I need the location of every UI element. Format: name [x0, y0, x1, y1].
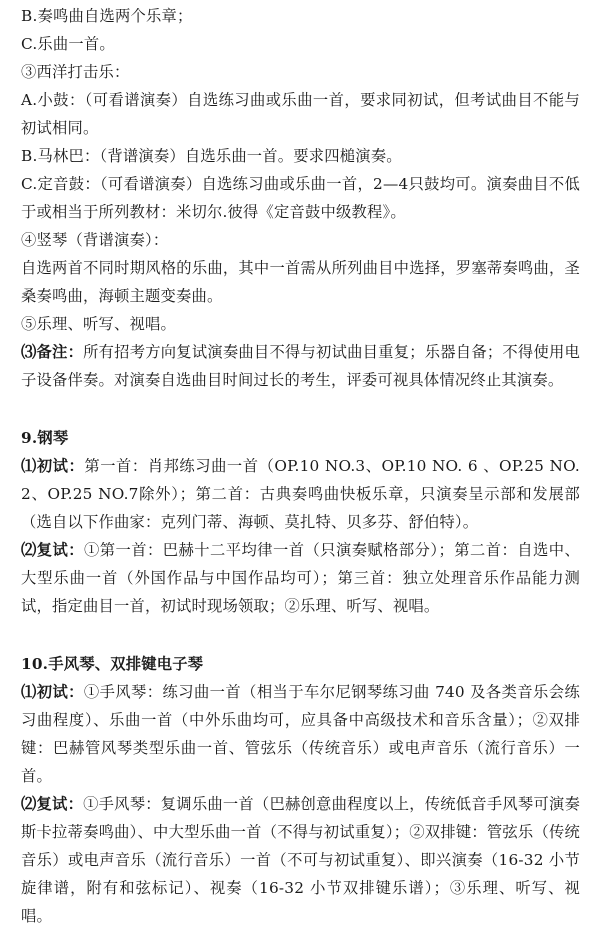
theory-line: ⑤乐理、听写、视唱。	[21, 315, 176, 333]
percussion-timpani: C.定音鼓：（可看谱演奏）自选练习曲或乐曲一首，2—4只鼓均可。演奏曲目不低于或相当于所列教材：米切尔.彼得《定音鼓中级教程》。	[21, 175, 580, 221]
music-section	[21, 2, 580, 394]
accordion-title: 10.手风琴、双排键电子琴	[21, 655, 204, 673]
item-c-piece: C.乐曲一首。	[21, 35, 115, 53]
piano-title: 9.钢琴	[21, 429, 69, 447]
accordion-prelim-label: ⑴初试：	[21, 683, 84, 701]
percussion-heading: ③西洋打击乐：	[21, 63, 130, 81]
piano-retest	[21, 536, 580, 620]
percussion-marimba: B.马林巴：（背谱演奏）自选乐曲一首。要求四槌演奏。	[21, 147, 402, 165]
piano-prelim	[21, 452, 580, 536]
harp-body: 自选两首不同时期风格的乐曲，其中一首需从所列曲目中选择，罗塞蒂奏鸣曲，圣桑奏鸣曲，海顿主题变奏曲。	[21, 259, 580, 305]
accordion-retest	[21, 790, 580, 930]
remarks-body: 所有招考方向复试演奏曲目不得与初试曲目重复；乐器自备；不得使用电子设备伴奏。对演奏自选曲目时间过长的考生，评委可视具体情况终止其演奏。	[21, 343, 580, 389]
section-gap	[21, 394, 580, 424]
piano-retest-body: ①第一首：巴赫十二平均律一首（只演奏赋格部分）；第二首：自选中、大型乐曲一首（外国作品与中国作品均可）；第三首：独立处理音乐作品能力测试，指定曲目一首，初试时现场领取；②乐理、听写、视唱。	[21, 541, 580, 615]
harp-heading: ④竖琴（背谱演奏）：	[21, 231, 169, 249]
piano-section	[21, 424, 580, 620]
accordion-prelim-body: ①手风琴：练习曲一首（相当于车尔尼钢琴练习曲 740 及各类音乐会练习曲程度）、乐曲一首（中外乐曲均可，应具备中高级技术和音乐含量）；②双排键：巴赫管风琴类型乐曲一首、管弦乐（传统音乐）或电声音乐（流行音乐）一首。	[21, 683, 580, 785]
piano-prelim-body: 第一首：肖邦练习曲一首（OP.10 NO.3、OP.10 NO. 6 、OP.25 NO.2、OP.25 NO.7除外）；第二首：古典奏鸣曲快板乐章，只演奏呈示部和发展部（选自以下作曲家：克列门蒂、海顿、莫扎特、贝多芬、舒伯特）。	[21, 457, 580, 531]
remarks-paragraph	[21, 338, 580, 394]
item-b-sonata: B.奏鸣曲自选两个乐章；	[21, 7, 193, 25]
remarks-label: ⑶备注：	[21, 343, 84, 361]
percussion-snare: A.小鼓：（可看谱演奏）自选练习曲或乐曲一首，要求同初试，但考试曲目不能与初试相同。	[21, 91, 580, 137]
accordion-section	[21, 650, 580, 930]
accordion-retest-body: ①手风琴：复调乐曲一首（巴赫创意曲程度以上，传统低音手风琴可演奏斯卡拉蒂奏鸣曲）、中大型乐曲一首（不得与初试重复）；②双排键：管弦乐（传统音乐）或电声音乐（流行音乐）一首（不可与初试重复）、即兴演奏（16-32 小节旋律谱，附有和弦标记）、视奏（16-32 小节双排键乐谱）；③乐理、听写、视唱。	[21, 795, 580, 925]
accordion-prelim	[21, 678, 580, 790]
piano-retest-label: ⑵复试：	[21, 541, 84, 559]
accordion-retest-label: ⑵复试：	[21, 795, 84, 813]
section-gap	[21, 620, 580, 650]
piano-prelim-label: ⑴初试：	[21, 457, 85, 475]
